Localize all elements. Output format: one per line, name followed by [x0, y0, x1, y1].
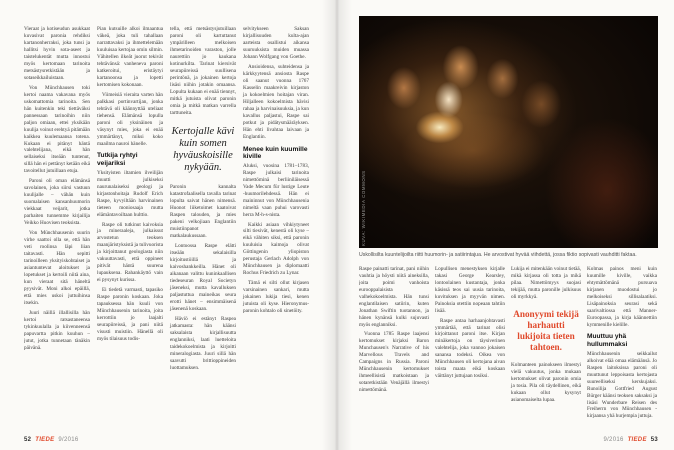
body-paragraph: Juuri näillä illallisilla hän kertoi ratsastaneensa tykinkuulalla ja kiivenneensä papuvartta pitkin kuuhun – jutut, jotka tunnetaan tänäkin päivänä.	[24, 309, 90, 351]
body-paragraph: Raspe antaa harhaanjohtavasti ymmärtää, että tarinat olisi kirjoittanut paroni itse. Kirjan minäkertoja on täysiverinen valehtelija, joka vannoo jokaisen sanansa todeksi. Oikea von Münchhausen oli kertojana aivan toista maata eikä koskaan väittänyt juttujaan tosiksi.	[435, 317, 505, 380]
body-paragraph: Häviö ei estänyt Raspea jatkamasta: hän käänsi saksalaista kirjallisuutta englanniksi, laati luetteloita taidekokoelmista ja kirjoitti mineralogiasta. Juuri sillä hän saavutti brittioppineiden luottamuksen.	[170, 315, 236, 371]
text-column-1	[359, 266, 429, 418]
body-paragraph: Kolmas painos meni kuin kuumille kiville, vaikka ehtymättömänä pursuava kirjanen muodostui jo melkoiseksi sillisalaatiksi. Lisäpainoksia seurasi sekä saarivaltiossa että Manner-Euroopassa, ja kirja käännettiin kymmenille kielille.	[587, 265, 657, 328]
text-column-3	[170, 26, 236, 424]
photo-credit: KUVA: WIKIMEDIA COMMONS	[361, 170, 366, 246]
pull-quote: Kertojalle kävi kuin somen hyväuskoisille nykyään.	[171, 125, 235, 174]
text-column-3	[511, 266, 581, 418]
section-heading: Muuttuu yhä hullummaksi	[587, 333, 628, 348]
issue-number: 9/2016	[58, 437, 79, 443]
page-footer-left	[24, 437, 79, 443]
body-paragraph: Paronin kannalta katastrofaalisella tavalla tarinat lopulta saivat hänen nimensä. Huonot liiketoimet kaatoivat Raspen talouden, ja mies pakeni velkojiaan Englantiin muistiinpanot matkalaukussaan.	[170, 184, 236, 240]
body-paragraph: Lontoossa Raspe elätti itseään sekalaisilla kirjoitustöillä ja kaivoshankkeilla. Hänet oli aikanaan valittu kuninkaallisen tiedeseuran Royal Societyn jäseneksi, mutta kavalluksen paljastuttua maineikas seura erotti hänet – ensimmäisenä jäsenenä koskaan.	[170, 243, 236, 312]
issue-number: 9/2016	[603, 437, 624, 443]
body-paragraph: Von Münchhausenin suurin virhe saattoi olla se, että hän veti roolinsa läpi liian taitavasti. Hän sepitti tarinoilleen yksityiskohtaiset ja asiantuntevat aloitukset ja lopetukset ja kertoili niitä aina, kun vieraat sitä häneltä pyysivät. Moni alkoi epäillä, että mies uskoi juttuihinsa itsekin.	[24, 230, 90, 306]
left-page-columns	[24, 26, 311, 424]
page-number: 52	[24, 437, 32, 443]
body-paragraph: selvitykseen Saksan kirjallisuuden kulta-ajan aarteista osallistui aikansa suuruuksista muiden muassa Johann Wolfgang von Goethe.	[243, 26, 309, 60]
body-paragraph: Ei tiedetä varmasti, tapasiko Raspe paronin koskaan. Joka tapauksessa hän kuuli von Münchhausenin tarinoita, joita kerrottiin jo laajalti seurapiireissä, ja pani niitä visusti muistiin. Hänellä oli myös tilaisuus todis-	[97, 287, 163, 342]
brand-logo: TIEDE	[35, 437, 55, 443]
body-paragraph: Pian kutsuille alkoi ilmaantua väkeä, joka tuli tahallaan narrattavaksi ja ihmettelemään kuuluisaa kertojaa omin silmin. Vähitellen ilkeät juorut tekivät tehtävänsä: vanheneva paroni katkeroitui, eristäytyi kartanoonsa ja lopetti kertomisen kokonaan.	[97, 26, 163, 88]
body-paragraph: Von Münchhausen toki kertoi naama vakavana myös uskomattomia tarinoita. Sen hän kuitenkin teki tiettäväksi pannessaan tarinoihin niin paljon omiaan, ettei yksikään kuulija voinut erehtyä pitämään kaikkea kuulemaansa totena. Kukaan ei pitänyt häntä valehtelijana, eikä hän sellaiseksi itseään tuntenut, sillä hän ei pettänyt ketään eikä tavoitellut jutuillaan etuja.	[24, 84, 90, 175]
body-paragraph: tella, että metsästysjutuillaan paroni oli kartuttanut ympärilleen melkoisen ihmetarinoiden varaston, jolle naurettiin jo kaukana kotinurkilta. Tarinat kiersivät seurapiireissä suullisena perintönä, ja jokainen kertoja lisäsi niihin jotakin omaansa. Lopulta kukaan ei enää tiennyt, mitkä jutuista olivat paronin omia ja mitkä matkan varrella tarttuneita.	[170, 26, 236, 116]
right-page	[337, 0, 674, 450]
body-paragraph: Ansioidensa, suhteidensa ja kärkkyytensä ansiosta Raspe oli saanut vuonna 1767 Kasselin maakreivin kirjaston ja kokoelmien hoitajan viran. Hiljalleen kokoelmista hävisi rahaa ja harvinaisuuksia, ja kun kavallus paljastui, Raspe sai potkut ja pidätysmääräyksen. Hän ehti livahtaa laivaan ja Englantiin.	[243, 63, 309, 140]
photo-block	[359, 16, 658, 248]
body-paragraph: Viimeisiä vieraita varten hän palkkasi portinvartijan, jonka tehtävä oli käännyttää uteliaat tiehensä. Elämänsä lopulla paroni oli yksinäinen ja väsynyt mies, joka ei enää ymmärtänyt, miksi koko maailma nauroi hänelle.	[97, 91, 163, 147]
brand-logo: TIEDE	[627, 437, 647, 443]
section-heading: Tutkija ryhtyi veijariksi	[97, 152, 138, 167]
right-page-columns	[359, 266, 658, 418]
body-paragraph: Lukija ei mitenkään voinut tietää, mikä kirjassa oli totta ja mikä pilaa. Nimettömyys suojasi tekijää, mutta paronille julkisuus oli myrkkyä.	[511, 265, 581, 300]
body-paragraph: Yksityisten iltamien ilveilijän muutti julkiseksi naurunalaiseksi geologi ja kirjastonhoitaja Rudolf Erich Raspe, kyvyiltään harvinainen tieteen moniosaaja mutta elämäntavoiltaan hulttio.	[97, 169, 163, 218]
body-paragraph: Paroni oli oman elämänsä savolainen, joka siirsi vastuun kuulijalle – vähän kuin suomalaisen kansanhuumorin viekkaat veijarit, jotka parhaiten tunnemme kirjailija Veikko Huovisen teoksista.	[24, 178, 90, 227]
body-paragraph: Kolmanteen painokseen ilmestyi vielä vakuutus, jonka mukaan kertomukset olivat paronin omia ja tosia. Pila oli täydellinen, eikä kukaan ollut kysynyt asianomaiselta lupaa.	[511, 362, 581, 404]
photo-caption: Uskollisilta kuuntelijoilta riitti huumorin- ja satiirintajua. He arvostivat hyvää viihdettä, jossa fiktio sopivasti vauhditti faktaa.	[359, 252, 637, 258]
pull-quote-red: Anonyymi tekijä harhautti lukijoita tieten tahtoen.	[513, 308, 579, 353]
text-column-1	[24, 26, 90, 424]
text-column-4	[243, 26, 309, 424]
body-paragraph: Lopullisen menestyksen kirjalle takasi George Kearsley, lontoolainen kustantaja, jonka käsissä teos sai uusia tarinoita, kuvituksen ja myyvän nimen. Painoksia otettiin nopeaan tahtiin lisää.	[435, 265, 505, 314]
text-column-4	[587, 266, 657, 418]
body-paragraph: Raspe painatti tarinat, pani niihin vauhtia ja höysti niitä aineksilla, joita poimi vanhoista eurooppalaisista valhekokoelmista. Hän tunsi englantilaisen satiirin, kuten Jonathan Swiftin tuotannon, ja hänen kynänsä kulki sujuvasti myös englanniksi.	[359, 265, 429, 328]
body-paragraph: Münchhausenin seikkailut alkoivat elää omaa elämäänsä. Jo Raspen laitoksissa paroni oli muuttunut leppoisasta kertojasta suureelliseksi kerskujaksi. Runoilija Gottfried August Bürger käänsi teoksen saksaksi ja lisäsi Wunderbare Reisen des Freiherrn von Münchhausen -kirjaansa yhä hurjempia juttuja.	[587, 350, 657, 418]
body-paragraph: Kaikki asiaan vihkiytyneet silti tiesivät, kenestä oli kyse – eikä vähiten siksi, että paronin kuuluisia kaimoja olivat Göttingenin yliopiston perustaja Gerlach Adolph von Münchhausen ja diplomaatti Rochus Friedrich zu Lynar.	[243, 221, 309, 277]
page-footer-right	[603, 437, 658, 443]
section-heading: Menee kuin kuumille kiville	[243, 145, 308, 160]
body-paragraph: Aluksi, vuosina 1781–1783, Raspe julkaisi tarinoita nimettöminä berliiniläisessä Vade Mecum für lustige Leute -huumorilehdessä. Hän ei maininnut von Münchhausenia nimeltä vaan puhui varovasti herra M-h-s-nista.	[243, 162, 309, 218]
candlelit-painting-photo	[359, 16, 658, 248]
text-column-2	[435, 266, 505, 418]
text-column-2	[97, 26, 163, 424]
body-paragraph: Vuonna 1785 Raspe laajensi kertomukset kirjaksi Baron Munchausen's Narrative of his Marvellous Travels and Campaigns in Russia. Paroni Münchhausenin kertomukset ihmeellisistä matkoistaan ja sotaretkistään Venäjällä ilmestyi nimettömänä.	[359, 331, 429, 394]
body-paragraph: Vieraat ja kotiseudun asukkaat kuvasivat paronia rehdiksi kartanonherraksi, joka tunsi ja hallitsi hyvin sota-aseet ja taistelukentät mutta innostui myös kertomaan tarinoita metsästysretkistään ja sotaseikkailuistaan.	[24, 26, 90, 81]
body-paragraph: Raspe oli tutkinut kaivoksia ja mineraaleja, julkaissut arvostetun teoksen maanjäristyksistä ja tulivuorista ja kirjoittanut geologiasta niin vakuuttavasti, että oppineet pitivät häntä suurena lupauksena. Rahankäyttö vain ei pysynyt kurissa.	[97, 221, 163, 284]
page-number: 53	[650, 437, 658, 443]
body-paragraph: Tämä ei silti ollut kirjasen varsinainen sankari, mutta jokainen lukija tiesi, kenen jutuista oli kyse. Hieronymus-paronin kohtalo oli sinetöity.	[243, 280, 309, 315]
